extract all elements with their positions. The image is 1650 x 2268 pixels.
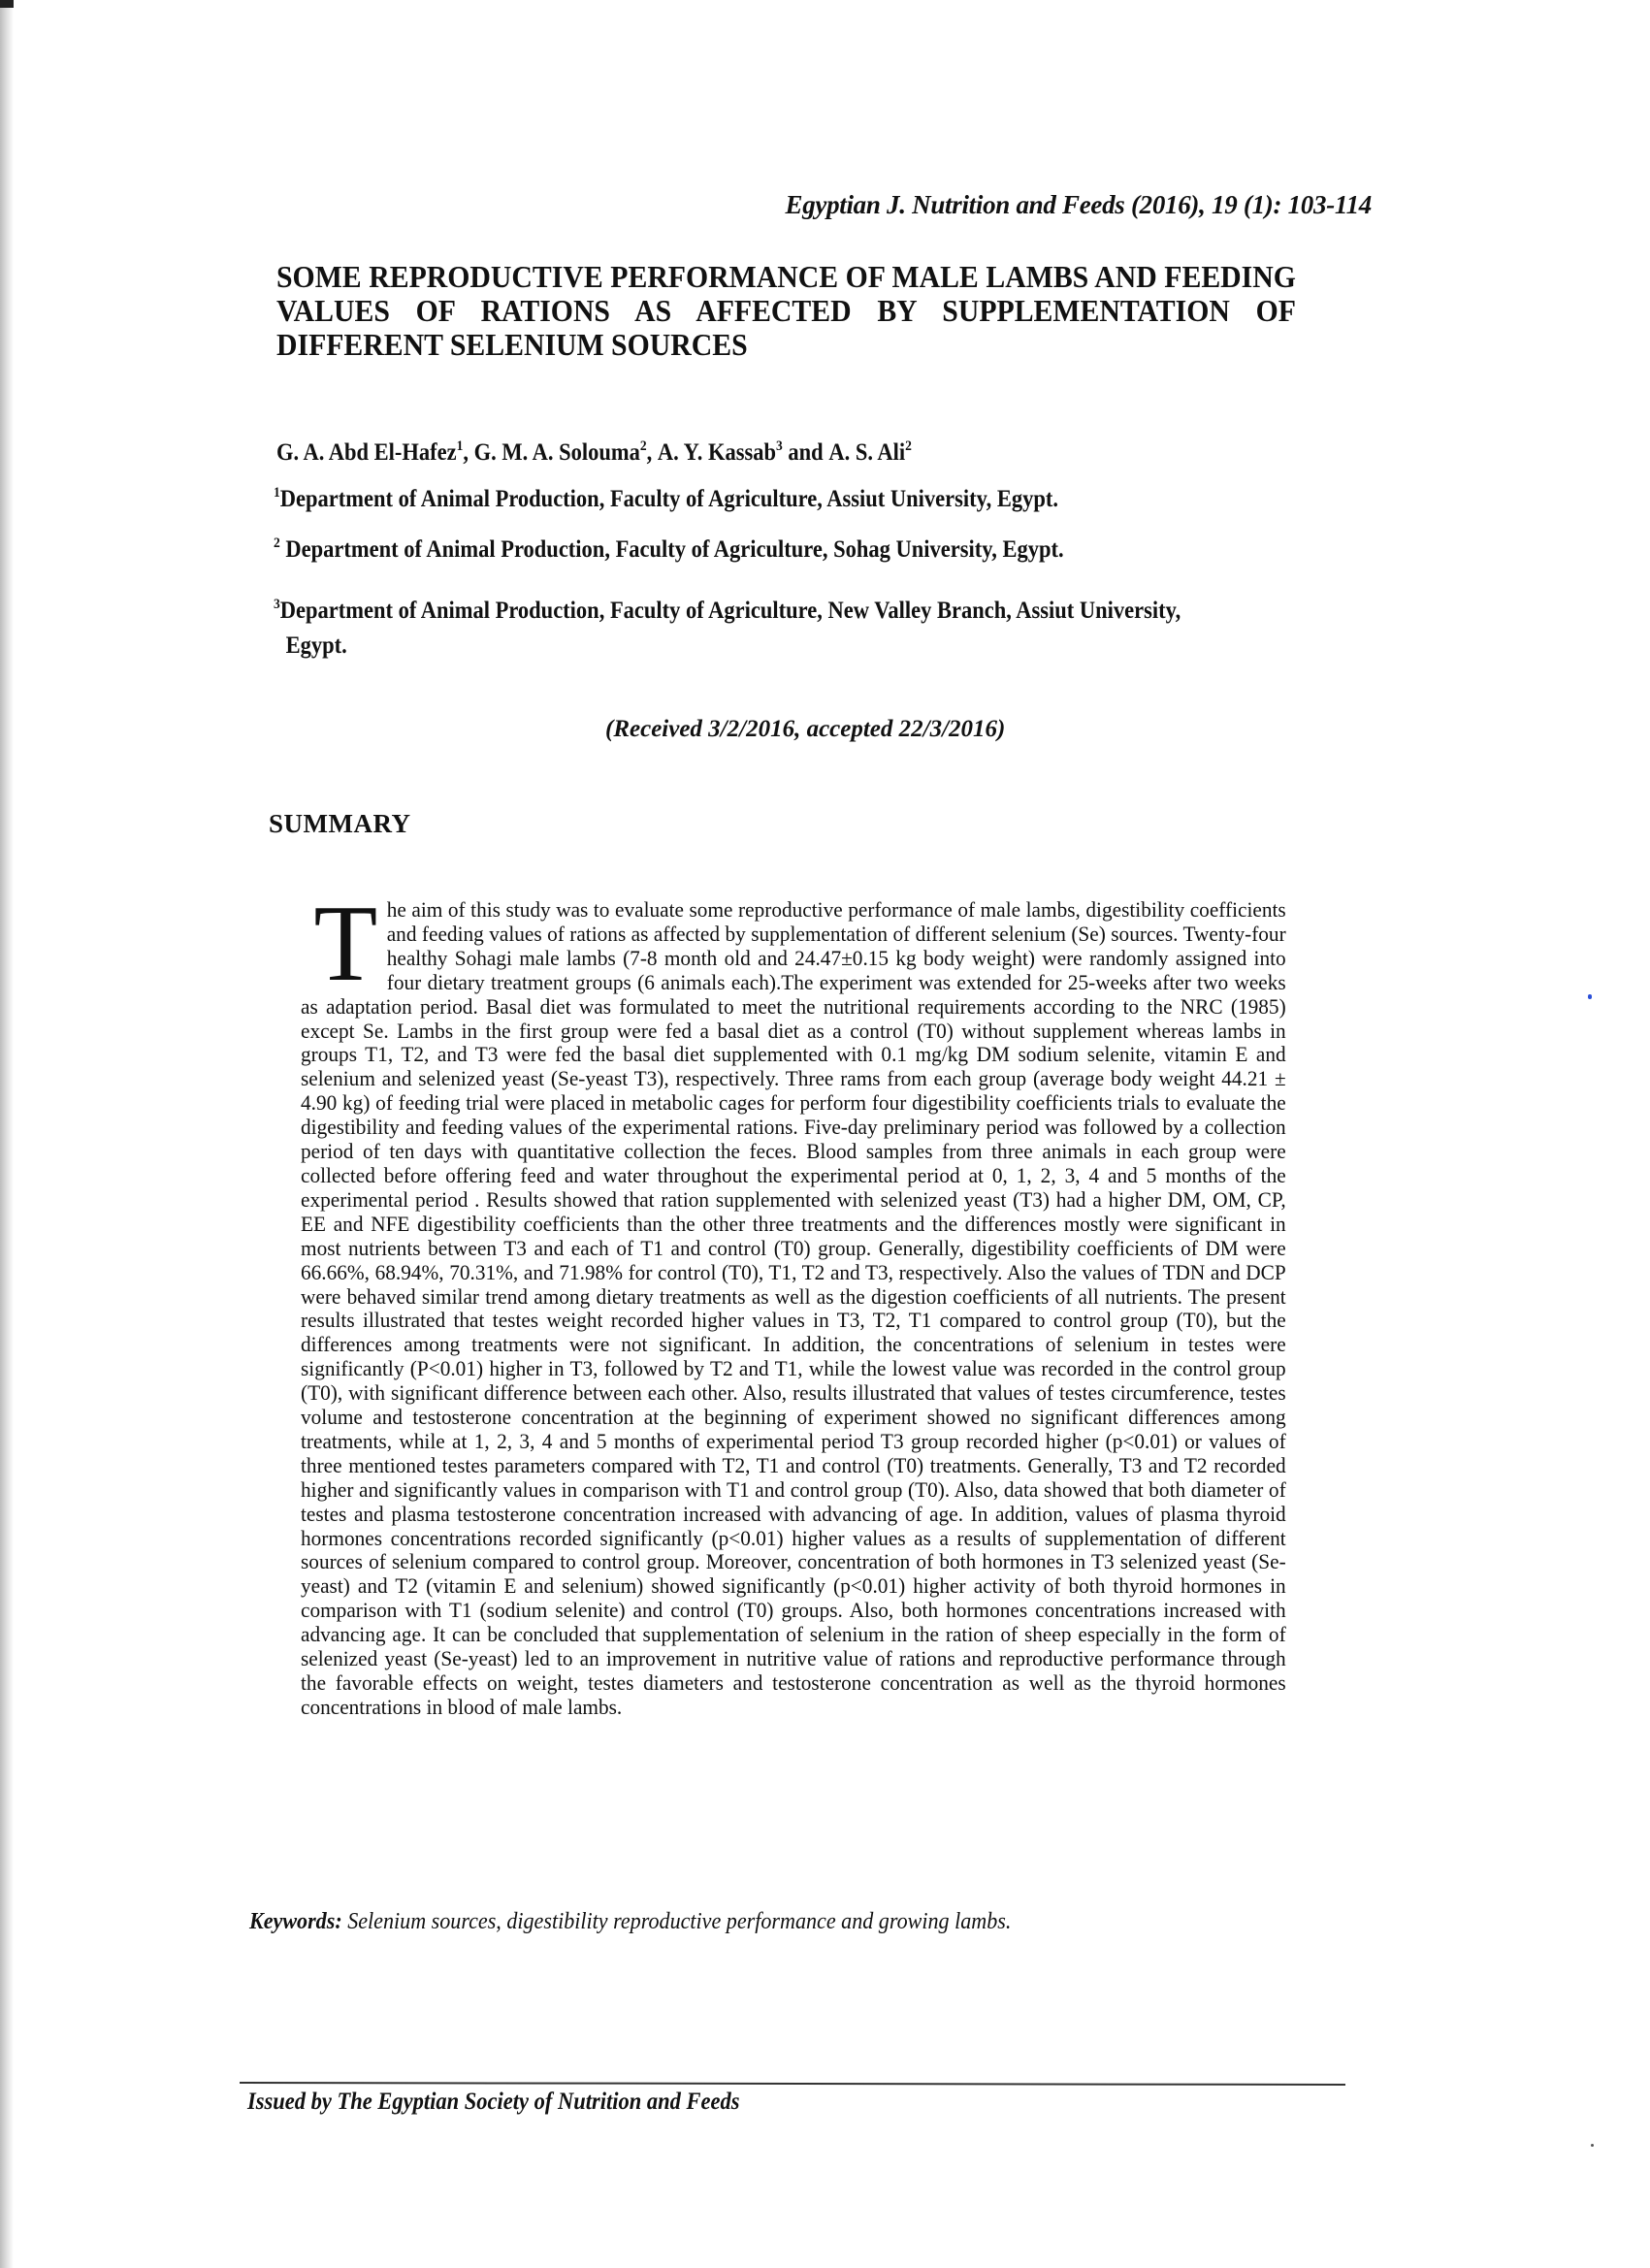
title-line: VALUES OF RATIONS AS AFFECTED BY SUPPLEMENTATION OF [276, 293, 1296, 328]
affiliation-marker: 3 [776, 438, 783, 454]
author: G. A. Abd El-Hafez$^1$, [276, 438, 474, 466]
title-line: DIFFERENT SELENIUM SOURCES [276, 327, 748, 362]
affiliation: $^2$ Department of Animal Production, Faculty of Agriculture, Sohag University, Egypt. [274, 535, 1064, 563]
keywords [249, 1909, 1011, 1935]
affiliation: $^1$Department of Animal Production, Faculty of Agriculture, Assiut University, Egypt. [274, 485, 1059, 512]
summary-text: he aim of this study was to evaluate some reproductive performance of male lambs, digestibility coefficients and feeding values of rations as affected by supplementation of different selenium (Se) sources. Twenty-four healthy Sohagi male lambs (7-8 month old and 24.47±0.15 kg body weight) were randomly assigned into four dietary treatment groups (6 animals each).The experiment was extended for 25-weeks after two weeks as adaptation period. Basal diet was formulated to meet the nutritional requirements according to the NRC (1985) except Se. Lambs in the first group were fed a basal diet as a control (T0) without supplement whereas lambs in groups T1, T2, and T3 were fed the basal diet supplemented with 0.1 mg/kg DM sodium selenite, vitamin E and selenium and selenized yeast (Se-yeast T3), respectively. Three rams from each group (average body weight 44.21 ± 4.90 kg) of feeding trial were placed in metabolic cages for perform four digestibility coefficients trials to evaluate the digestibility and feeding values of the experimental rations. Five-day preliminary period was followed by a collection period of ten days with quantitative collection the feces. Blood samples from three animals in each group were collected before offering feed and water throughout the experimental period at 0, 1, 2, 3, 4 and 5 months of the experimental period . Results showed that ration supplemented with selenized yeast (T3) had a higher DM, OM, CP, EE and NFE digestibility coefficients than the other three treatments and the differences mostly were significant in most nutrients between T3 and each of T1 and control (T0) group. Generally, digestibility coefficients of DM were 66.66%, 68.94%, 70.31%, and 71.98% for control (T0), T1, T2 and T3, respectively. Also the values of TDN and DCP were behaved similar trend among dietary treatments as well as the digestion coefficients of all nutrients. The present results illustrated that testes weight recorded higher values in T3, T2, T1 compared to control group (T0), but the differences among treatments were not significant. In addition, the concentrations of selenium in testes were significantly (P<0.01) higher in T3, followed by T2 and T1, while the lowest value was recorded in the control group (T0), with significant difference between each other. Also, results illustrated that values of testes circumference, testes volume and testosterone concentration at the beginning of experiment showed no significant differences among treatments, while at 1, 2, 3, 4 and 5 months of experimental period T3 group recorded higher (p<0.01) or values of three mentioned testes parameters compared with T2, T1 and control (T0) treatments. Generally, T3 and T2 recorded higher and significantly values in comparison with T1 and control group (T0). Also, data showed that both diameter of testes and plasma testosterone concentration increased with advancing of age. In addition, values of plasma thyroid hormones concentrations recorded significantly (p<0.01) higher values as a results of supplementation of different sources of selenium compared to control group. Moreover, concentration of both hormones in T3 selenized yeast (Se-yeast) and T2 (vitamin E and selenium) showed significantly (p<0.01) higher activity of both thyroid hormones in comparison with T1 (sodium selenite) and control (T0) groups. Also, both hormones concentrations increased with advancing age. It can be concluded that supplementation of selenium in the ration of sheep especially in the form of selenized yeast (Se-yeast) led to an improvement in nutritive value of rations and reproductive performance through the favorable effects on weight, testes diameters and testosterone concentration as well as the thyroid hormones concentrations in blood of male lambs. [301, 897, 1286, 1719]
affiliation-marker: 1 [456, 438, 464, 454]
affiliation-number: 1 [274, 485, 280, 501]
summary-body [301, 884, 1286, 1720]
affiliation-number: 2 [274, 535, 280, 551]
scan-speck [1591, 2144, 1594, 2147]
author: G. M. A. Solouma$^2$, [473, 438, 658, 466]
scan-speck [1588, 994, 1592, 999]
author: A. S. Ali$^2$ [828, 438, 912, 466]
affiliation-marker: 2 [639, 438, 647, 454]
scan-edge-shadow [0, 0, 14, 2268]
affiliation-number: 3 [274, 597, 280, 612]
author: A. Y. Kassab$^3$ and [657, 438, 829, 466]
title-line: SOME REPRODUCTIVE PERFORMANCE OF MALE LAMBS AND FEEDING [276, 259, 1296, 294]
footer-divider [240, 2082, 1345, 2086]
affiliation: $^3$Department of Animal Production, Faculty of Agriculture, New Valley Branch, Assiut University, Egypt. [274, 597, 1181, 659]
affiliation-marker: 2 [905, 438, 912, 454]
drop-cap: T [313, 884, 378, 1004]
received-accepted-dates: (Received 3/2/2016, accepted 22/3/2016) [605, 716, 1006, 742]
footer-publisher: Issued by The Egyptian Society of Nutrition and Feeds [247, 2089, 740, 2115]
keywords-label: Keywords: [249, 1909, 342, 1934]
paper-title [276, 260, 1296, 362]
summary-heading: SUMMARY [269, 809, 411, 838]
journal-citation-header: Egyptian J. Nutrition and Feeds (2016), 19 (1): 103-114 [785, 190, 1372, 219]
keywords-text: Selenium sources, digestibility reproductive performance and growing lambs. [341, 1909, 1012, 1934]
author-list [276, 438, 912, 467]
